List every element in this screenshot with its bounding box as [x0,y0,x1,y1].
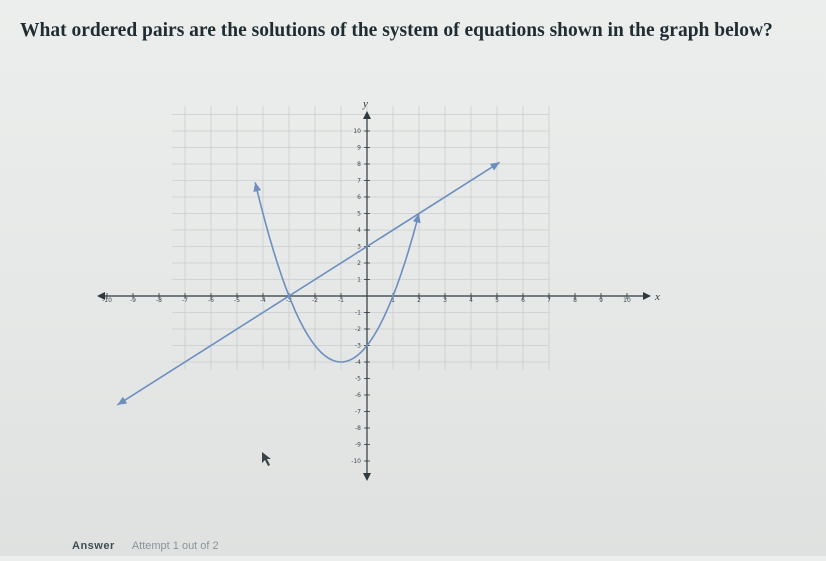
question-text: What ordered pairs are the solutions of the system of equations shown in the graph below? [20,20,773,41]
x-tick-label: 9 [599,297,603,304]
x-tick-label: 1 [391,297,395,304]
x-tick-label: -8 [156,297,162,304]
y-tick-label: -10 [351,458,361,465]
y-axis-label: y [363,98,368,110]
x-tick-label: -7 [182,297,188,304]
x-tick-label: 5 [495,297,499,304]
y-tick-label: -4 [355,359,361,366]
parabola-graph [255,182,419,362]
y-tick-label: 7 [357,177,361,185]
y-tick-label: 6 [357,194,361,201]
cursor-icon [262,452,271,466]
y-tick-label: 8 [357,161,361,168]
line-arrow-end [490,162,500,170]
y-tick-label: -5 [355,375,361,383]
x-tick-label: -5 [234,297,240,304]
line-graph [117,162,499,405]
answer-label: Answer [72,540,115,552]
y-axis-arrow-down [363,473,371,481]
x-tick-label: 2 [417,297,421,304]
x-tick-label: -1 [338,297,344,304]
x-tick-label: -2 [312,297,318,304]
x-tick-label: 10 [623,297,631,304]
attempt-counter: Attempt 1 out of 2 [131,540,219,552]
y-tick-label: 4 [357,227,361,234]
y-tick-label: 10 [353,128,361,135]
y-tick-label: 3 [357,243,361,251]
parabola-arrow-left [253,182,261,192]
x-axis-arrow-right [643,292,651,300]
x-tick-label: 6 [521,297,525,304]
y-tick-label: -8 [355,425,361,432]
y-tick-label: 9 [357,144,361,152]
x-tick-label: 4 [469,297,473,304]
x-tick-label: -6 [208,297,214,304]
x-tick-label: 3 [443,297,447,304]
y-tick-label: -6 [355,392,361,399]
line-arrow-start [117,397,127,405]
y-tick-label: 1 [357,276,361,284]
y-tick-label: -7 [355,408,361,416]
y-tick-label: -3 [355,342,361,350]
x-tick-label: 7 [547,297,551,304]
x-axis-label: x [655,291,660,303]
x-tick-label: -4 [260,297,266,304]
y-tick-label: -1 [355,309,361,317]
x-tick-label: 8 [573,297,577,304]
x-tick-label: -3 [286,297,292,304]
y-axis-arrow-up [363,111,371,119]
answer-bar [72,540,219,552]
y-tick-label: 2 [357,260,361,267]
x-tick-label: -10 [102,297,112,304]
y-tick-label: -9 [355,441,361,449]
x-tick-label: -9 [130,297,136,304]
y-tick-label: -2 [355,326,361,333]
y-tick-label: 5 [357,210,361,218]
